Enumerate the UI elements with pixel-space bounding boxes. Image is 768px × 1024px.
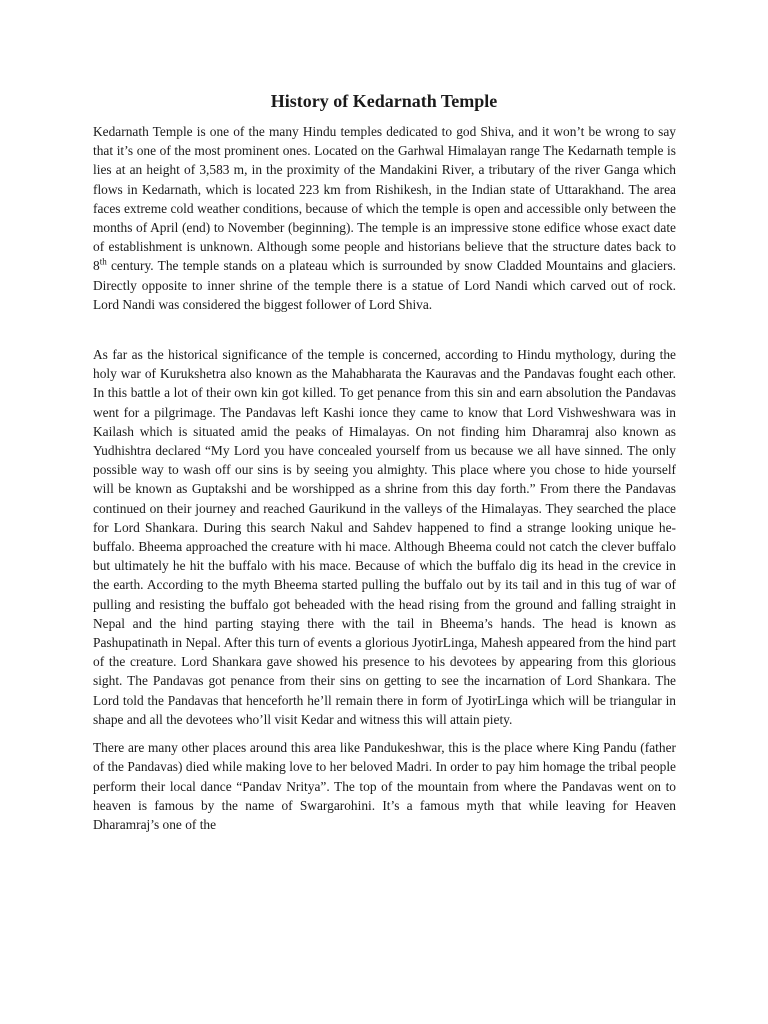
paragraph-1 <box>93 122 676 314</box>
document-title: History of Kedarnath Temple <box>270 91 498 111</box>
paragraph-1-text-start: Kedarnath Temple is one of the many Hindu temples dedicated to god Shiva, and it won’t be wrong to say that it’s one of the most prominent ones. Located on the Garhwal Himalayan range The Kedarnath temple is lies at an height of 3,583 m, in the proximity of the Mandakini River, a tributary of the river Ganga which flows in Kedarnath, which is located 223 km from Rishikesh, in the Indian state of Uttarakhand. The area faces extreme cold weather conditions, because of which the temple is open and accessible only between the months of April (end) to November (beginning). The temple is an impressive stone edifice whose exact date of establishment is unknown. Although some people and historians believe that the structure dates back to 8 <box>93 124 676 274</box>
paragraph-3: There are many other places around this area like Pandukeshwar, this is the place where King Pandu (father of the Pandavas) died while making love to her beloved Madri. In order to pay him homage the tribal people perform their local dance “Pandav Nritya”. The top of the mountain from where the Pandavas went on to heaven is famous by the name of Swargarohini. It’s a famous myth that while leaving for Heaven Dharamraj’s one of the <box>93 740 676 832</box>
paragraph-1-text-end: century. The temple stands on a plateau which is surrounded by snow Cladded Mountains and glaciers. Directly opposite to inner shrine of the temple there is a statue of Lord Nandi which carved out of rock. Lord Nandi was considered the biggest follower of Lord Shiva. <box>93 258 676 312</box>
ordinal-suffix: th <box>99 256 107 267</box>
document-body <box>93 122 676 834</box>
paragraph-2: As far as the historical significance of the temple is concerned, according to Hindu mythology, during the holy war of Kurukshetra also known as the Mahabharata the Kauravas and the Pandavas fought each other. In this battle a lot of their own kin got killed. To get penance from this sin and earn absolution the Pandavas went for a pilgrimage. The Pandavas left Kashi ionce they came to know that Lord Vishweshwara was in Kailash which is situated amid the peaks of Himalayas. On not finding him Dharamraj also known as Yudhishtra declared “My Lord you have concealed yourself from us because we all have sinned. The only possible way to wash off our sins is by seeing you almighty. This place where you chose to hide yourself will be known as Guptakshi and be worshipped as a shrine from this day forth.” From there the Pandavas continued on their journey and reached Gaurikund in the valleys of the Himalayas. They searched the place for Lord Shankara. During this search Nakul and Sahdev happened to find a strange looking unique he-buffalo. Bheema approached the creature with hi mace. Although Bheema could not catch the clever buffalo but ultimately he hit the buffalo with his mace. Because of which the buffalo dig its head in the crevice in the earth. According to the myth Bheema started pulling the buffalo out by its tail and in this tug of war of pulling and resisting the buffalo got beheaded with the head rising from the ground and falling straight in Nepal and the hind parting staying there with the tail in Bheema’s hands. The head is known as Pashupatinath in Nepal. After this turn of events a glorious JyotirLinga, Mahesh appeared from the hind part of the creature. Lord Shankara gave showed his presence to his devotees by appearing from this glorious sight. The Pandavas got penance from their sins on getting to see the incarnation of Lord Shankara. The Lord told the Pandavas that henceforth he’ll remain there in form of JyotirLinga which will be triangular in shape and all the devotees who’ll visit Kedar and witness this will attain piety. <box>93 347 676 727</box>
